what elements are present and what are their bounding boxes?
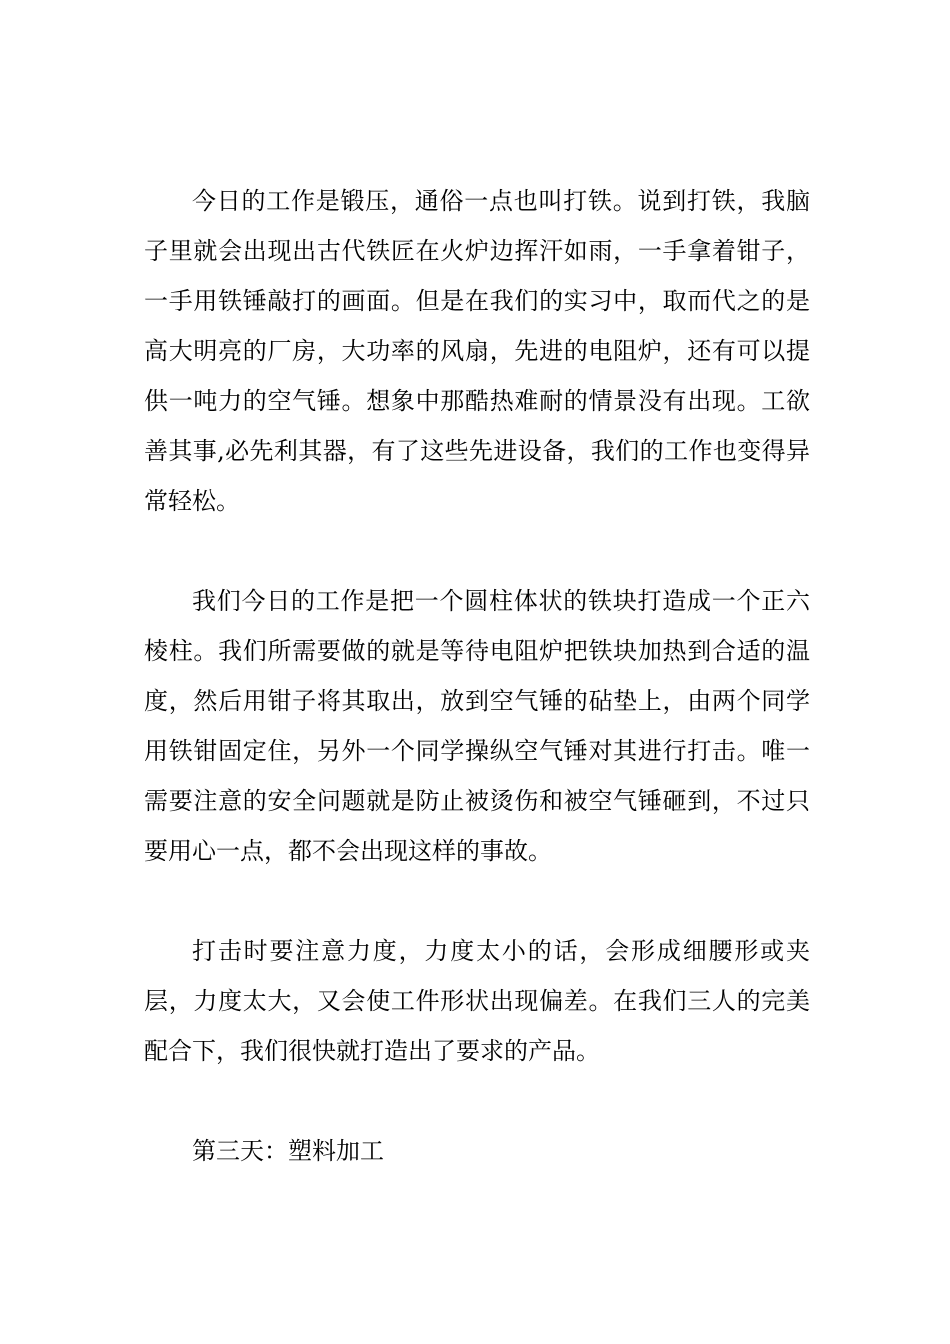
- paragraph-forging-intro: 今日的工作是锻压，通俗一点也叫打铁。说到打铁，我脑子里就会出现出古代铁匠在火炉边挥汗如雨，一手拿着钳子，一手用铁锤敲打的画面。但是在我们的实习中，取而代之的是高大明亮的厂房，大功率的风扇，先进的电阻炉，还有可以提供一吨力的空气锤。想象中那酷热难耐的情景没有出现。工欲善其事,必先利其器，有了这些先进设备，我们的工作也变得异常轻松。: [144, 187, 810, 515]
- document-body: [144, 176, 810, 1176]
- paragraph-forging-task: 我们今日的工作是把一个圆柱体状的铁块打造成一个正六棱柱。我们所需要做的就是等待电阻炉把铁块加热到合适的温度，然后用钳子将其取出，放到空气锤的砧垫上，由两个同学用铁钳固定住，另外一个同学操纵空气锤对其进行打击。唯一需要注意的安全问题就是防止被烫伤和被空气锤砸到，不过只要用心一点，都不会出现这样的事故。: [144, 587, 810, 865]
- paragraph-forging-force: 打击时要注意力度，力度太小的话，会形成细腰形或夹层，力度太大，又会使工件形状出现偏差。在我们三人的完美配合下，我们很快就打造出了要求的产品。: [144, 937, 810, 1065]
- section-heading-day-three: 第三天：塑料加工: [192, 1137, 384, 1165]
